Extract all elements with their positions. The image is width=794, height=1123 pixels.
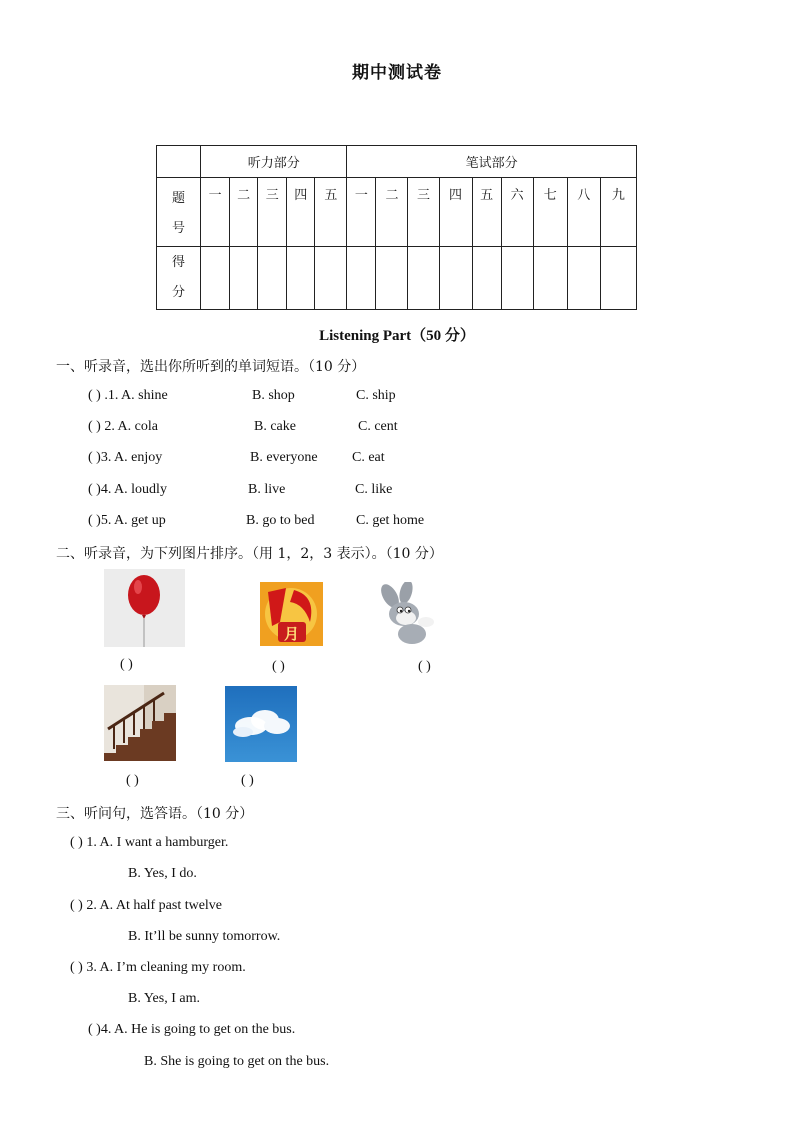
listening-part-title: Listening Part（50 分） (319, 328, 475, 344)
score-cell[interactable] (533, 247, 567, 310)
pic4-answer-paren[interactable]: ( ) (126, 773, 139, 788)
calendar-month-text: 月 (284, 625, 300, 643)
col-header: 三 (258, 178, 287, 247)
s3-q4-a: ( )4. A. He is going to get on the bus. (88, 1022, 296, 1037)
s3-q4-b: B. She is going to get on the bus. (144, 1054, 330, 1069)
listening-header: 听力部分 (201, 146, 347, 178)
col-header: 九 (600, 178, 636, 247)
col-header: 五 (472, 178, 501, 247)
col-header: 一 (347, 178, 376, 247)
score-cell[interactable] (439, 247, 472, 310)
s1-q4-b: B. live (248, 482, 286, 497)
pic2-answer-paren[interactable]: ( ) (272, 659, 285, 674)
s3-q1-a: ( ) 1. A. I want a hamburger. (70, 835, 229, 850)
score-cell[interactable] (201, 247, 230, 310)
pic5-answer-paren[interactable]: ( ) (241, 773, 254, 788)
col-header: 六 (501, 178, 533, 247)
s1-q5-c: C. get home (356, 513, 425, 528)
col-header: 四 (287, 178, 315, 247)
s3-q3-a: ( ) 3. A. I’m cleaning my room. (70, 960, 246, 975)
s3-q1-b: B. Yes, I do. (128, 866, 197, 881)
row-label-number: 题 号 (157, 178, 201, 247)
s1-q5-b: B. go to bed (246, 513, 315, 528)
section3-heading: 三、听问句，选答语。（10 分） (56, 806, 254, 822)
col-header: 四 (439, 178, 472, 247)
s1-q1-c: C. ship (356, 388, 396, 403)
pic3-answer-paren[interactable]: ( ) (418, 659, 431, 674)
score-cell[interactable] (408, 247, 439, 310)
section1-heading: 一、听录音，选出你所听到的单词短语。（10 分） (56, 359, 366, 375)
s1-q3-c: C. eat (352, 450, 385, 465)
cartoon-rabbit-icon (376, 582, 444, 647)
col-header: 八 (567, 178, 600, 247)
s1-q2-a: ( ) 2. A. cola (88, 419, 158, 434)
s1-q5-a: ( )5. A. get up (88, 513, 166, 528)
score-cell[interactable] (347, 247, 376, 310)
s1-q2-c: C. cent (358, 419, 398, 434)
s3-q2-a: ( ) 2. A. At half past twelve (70, 898, 223, 913)
s1-q2-b: B. cake (254, 419, 296, 434)
page-title: 期中测试卷 (352, 63, 442, 83)
s1-q4-a: ( )4. A. loudly (88, 482, 167, 497)
pic1-answer-paren[interactable]: ( ) (120, 657, 133, 672)
col-header: 二 (376, 178, 408, 247)
col-header: 一 (201, 178, 230, 247)
staircase-icon (104, 685, 176, 761)
s1-q1-b: B. shop (252, 388, 295, 403)
cloud-sky-icon (225, 686, 297, 762)
col-header: 七 (533, 178, 567, 247)
s3-q2-b: B. It’ll be sunny tomorrow. (128, 929, 281, 944)
s1-q1-a: ( ) .1. A. shine (88, 388, 168, 403)
col-header: 五 (315, 178, 347, 247)
score-cell[interactable] (287, 247, 315, 310)
section2-heading: 二、听录音，为下列图片排序。（用 1，2，3 表示）。（10 分） (56, 546, 443, 562)
moon-calendar-icon (260, 582, 323, 646)
score-cell[interactable] (258, 247, 287, 310)
score-cell[interactable] (230, 247, 258, 310)
s3-q3-b: B. Yes, I am. (128, 991, 200, 1006)
score-cell[interactable] (472, 247, 501, 310)
score-cell[interactable] (600, 247, 636, 310)
table-corner-cell (157, 146, 201, 178)
score-table (156, 145, 637, 310)
score-cell[interactable] (315, 247, 347, 310)
s1-q3-b: B. everyone (250, 450, 318, 465)
red-balloon-icon (104, 569, 185, 647)
s1-q4-c: C. like (355, 482, 393, 497)
score-cell[interactable] (567, 247, 600, 310)
row-label-score: 得 分 (157, 247, 201, 310)
s1-q3-a: ( )3. A. enjoy (88, 450, 163, 465)
score-cell[interactable] (501, 247, 533, 310)
writing-header: 笔试部分 (347, 146, 637, 178)
col-header: 三 (408, 178, 439, 247)
score-cell[interactable] (376, 247, 408, 310)
col-header: 二 (230, 178, 258, 247)
